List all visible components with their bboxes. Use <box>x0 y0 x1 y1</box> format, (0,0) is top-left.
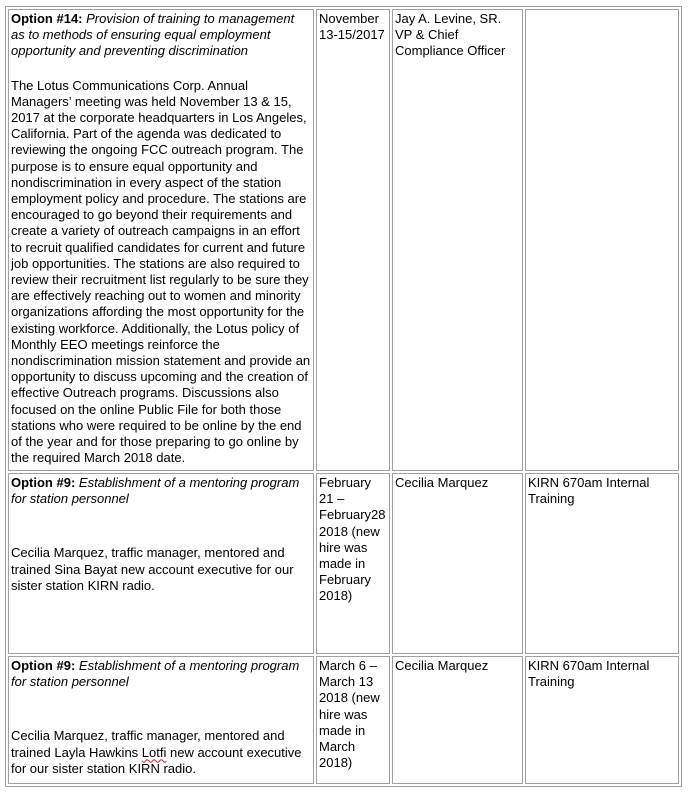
date-cell <box>316 656 390 784</box>
option-cell <box>8 473 314 654</box>
option-cell <box>8 656 314 784</box>
activity-date: February 21 – February28 2018 (new hire was made in February 2018) <box>319 475 386 604</box>
spacer <box>11 690 311 728</box>
option-label: Option #14: <box>11 11 83 26</box>
description-text: new account executive for our sister station KIRN radio. <box>11 744 302 776</box>
notes-cell <box>525 656 679 784</box>
option-title: Establishment of a mentoring program for station personnel <box>11 658 300 690</box>
option-heading <box>11 11 311 60</box>
person-cell <box>392 9 523 471</box>
activity-date: March 6 – March 13 2018 (new hire was made in March 2018) <box>319 658 380 771</box>
date-cell <box>316 9 390 471</box>
responsible-person: Jay A. Levine, SR. VP & Chief Compliance Officer <box>395 11 506 59</box>
table-row <box>8 9 679 471</box>
spacer <box>11 507 311 545</box>
option-label: Option #9: <box>11 658 76 673</box>
option-description <box>11 728 311 777</box>
responsible-person: Cecilia Marquez <box>395 475 489 490</box>
spelling-flagged-word: Lotfi <box>141 744 167 760</box>
table-row <box>8 656 679 784</box>
notes-cell <box>525 9 679 471</box>
description-text: Cecilia Marquez, traffic manager, mentored and trained Layla Hawkins <box>11 728 285 760</box>
option-description: The Lotus Communications Corp. Annual Managers’ meeting was held November 13 & 15, 2017 at the corporate headquarters in Los Angeles, California. Part of the agenda was dedicated to reviewing the ongoing FCC outreach program. The purpose is to ensure equal opportunity and nondiscrimination in every aspect of the station employment policy and procedure. The stations are encouraged to go beyond their requirements and create a variety of outreach campaigns in an effort to recruit qualified candidates for current and future job opportunities. The stations are also required to review their recruitment list regularly to be sure they are effectively reaching out to women and minority organizations affording the most opportunity for the existing workforce. Additionally, the Lotus policy of Monthly EEO meetings reinforce the nondiscrimination mission statement and provide an opportunity to discuss upcoming and the creation of effective Outreach programs. Discussions also focused on the online Public File for both those stations who were required to be online by the end of the year and for those preparing to go online by the required March 2018 date. <box>11 77 311 466</box>
option-cell <box>8 9 314 471</box>
eeo-outreach-table <box>5 6 682 787</box>
option-heading <box>11 658 311 690</box>
option-label: Option #9: <box>11 475 76 490</box>
spacer <box>11 60 311 78</box>
notes-cell <box>525 473 679 654</box>
responsible-person: Cecilia Marquez <box>395 658 489 673</box>
table-row <box>8 473 679 654</box>
person-cell <box>392 473 523 654</box>
notes-text: KIRN 670am Internal Training <box>528 475 650 507</box>
option-heading <box>11 475 311 507</box>
option-description: Cecilia Marquez, traffic manager, mentored and trained Sina Bayat new account executive for our sister station KIRN radio. <box>11 545 294 593</box>
date-cell <box>316 473 390 654</box>
person-cell <box>392 656 523 784</box>
option-title: Establishment of a mentoring program for station personnel <box>11 475 300 507</box>
activity-date: November 13-15/2017 <box>319 11 385 43</box>
option-title: Provision of training to management as to methods of ensuring equal employment opportunity and preventing discrimination <box>11 11 295 59</box>
notes-text: KIRN 670am Internal Training <box>528 658 650 690</box>
